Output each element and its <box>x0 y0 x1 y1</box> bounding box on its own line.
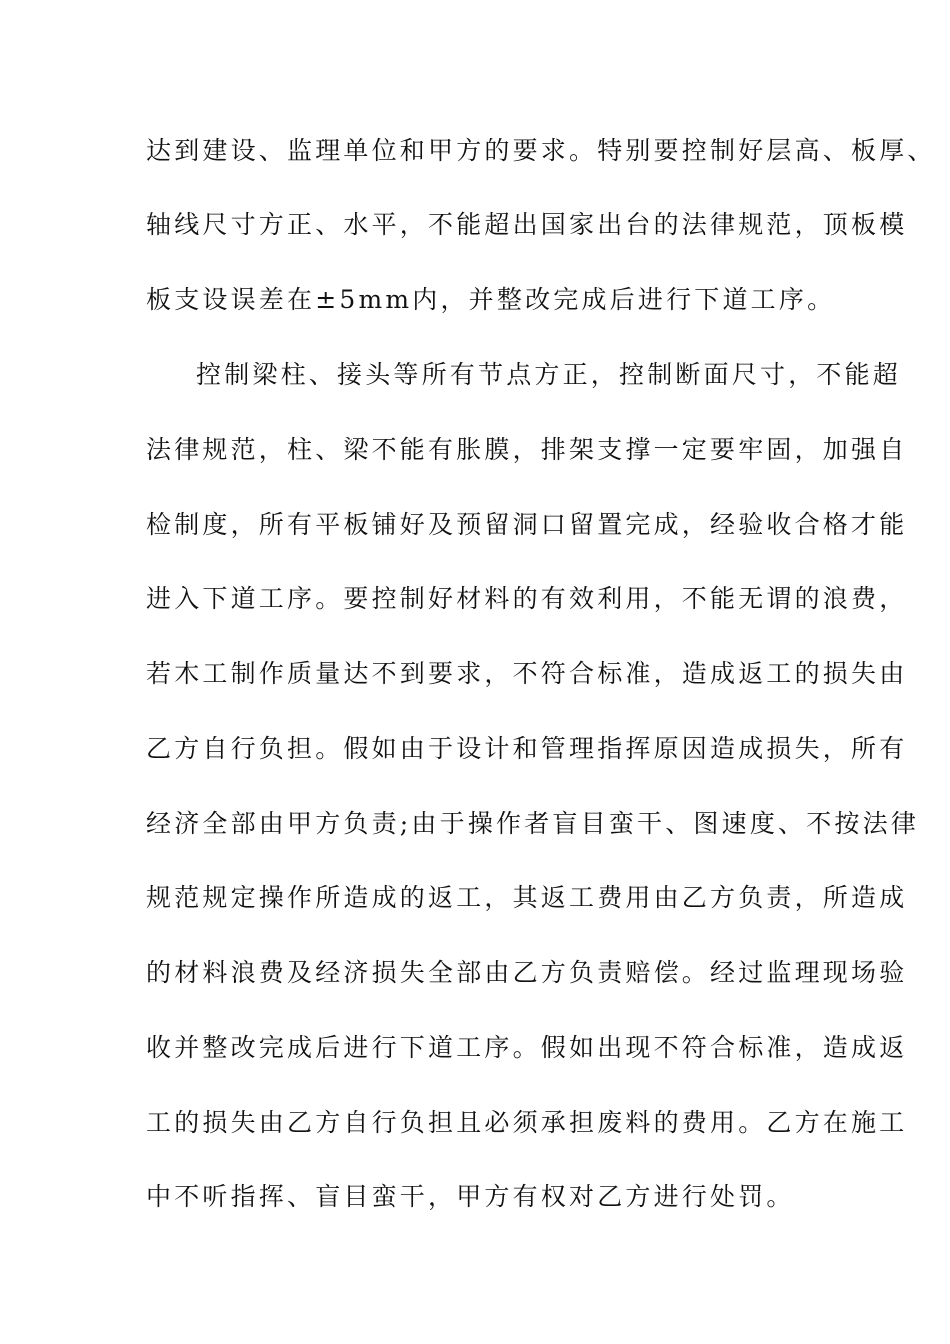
paragraph-line: 的材料浪费及经济损失全部由乙方负责赔偿。经过监理现场验 <box>146 958 908 987</box>
paragraph-line: 进入下道工序。要控制好材料的有效利用，不能无谓的浪费， <box>146 584 908 613</box>
paragraph-line: 若木工制作质量达不到要求，不符合标准，造成返工的损失由 <box>146 659 908 688</box>
paragraph-line: 乙方自行负担。假如由于设计和管理指挥原因造成损失，所有 <box>146 734 908 763</box>
paragraph-line: 中不听指挥、盲目蛮干，甲方有权对乙方进行处罚。 <box>146 1182 795 1211</box>
paragraph-line: 控制梁柱、接头等所有节点方正，控制断面尺寸，不能超 <box>196 360 902 389</box>
paragraph-line: 收并整改完成后进行下道工序。假如出现不符合标准，造成返 <box>146 1033 908 1062</box>
paragraph-line: 轴线尺寸方正、水平，不能超出国家出台的法律规范，顶板模 <box>146 210 908 239</box>
paragraph-line: 检制度，所有平板铺好及预留洞口留置完成，经验收合格才能 <box>146 510 908 539</box>
paragraph-line: 板支设误差在±5mm内，并整改完成后进行下道工序。 <box>146 285 836 314</box>
paragraph-line: 规范规定操作所造成的返工，其返工费用由乙方负责，所造成 <box>146 883 908 912</box>
paragraph-line: 经济全部由甲方负责;由于操作者盲目蛮干、图速度、不按法律 <box>146 809 920 838</box>
paragraph-line: 工的损失由乙方自行负担且必须承担废料的费用。乙方在施工 <box>146 1108 908 1137</box>
paragraph-line: 达到建设、监理单位和甲方的要求。特别要控制好层高、板厚、 <box>146 136 936 165</box>
paragraph-line: 法律规范，柱、梁不能有胀膜，排架支撑一定要牢固，加强自 <box>146 435 908 464</box>
